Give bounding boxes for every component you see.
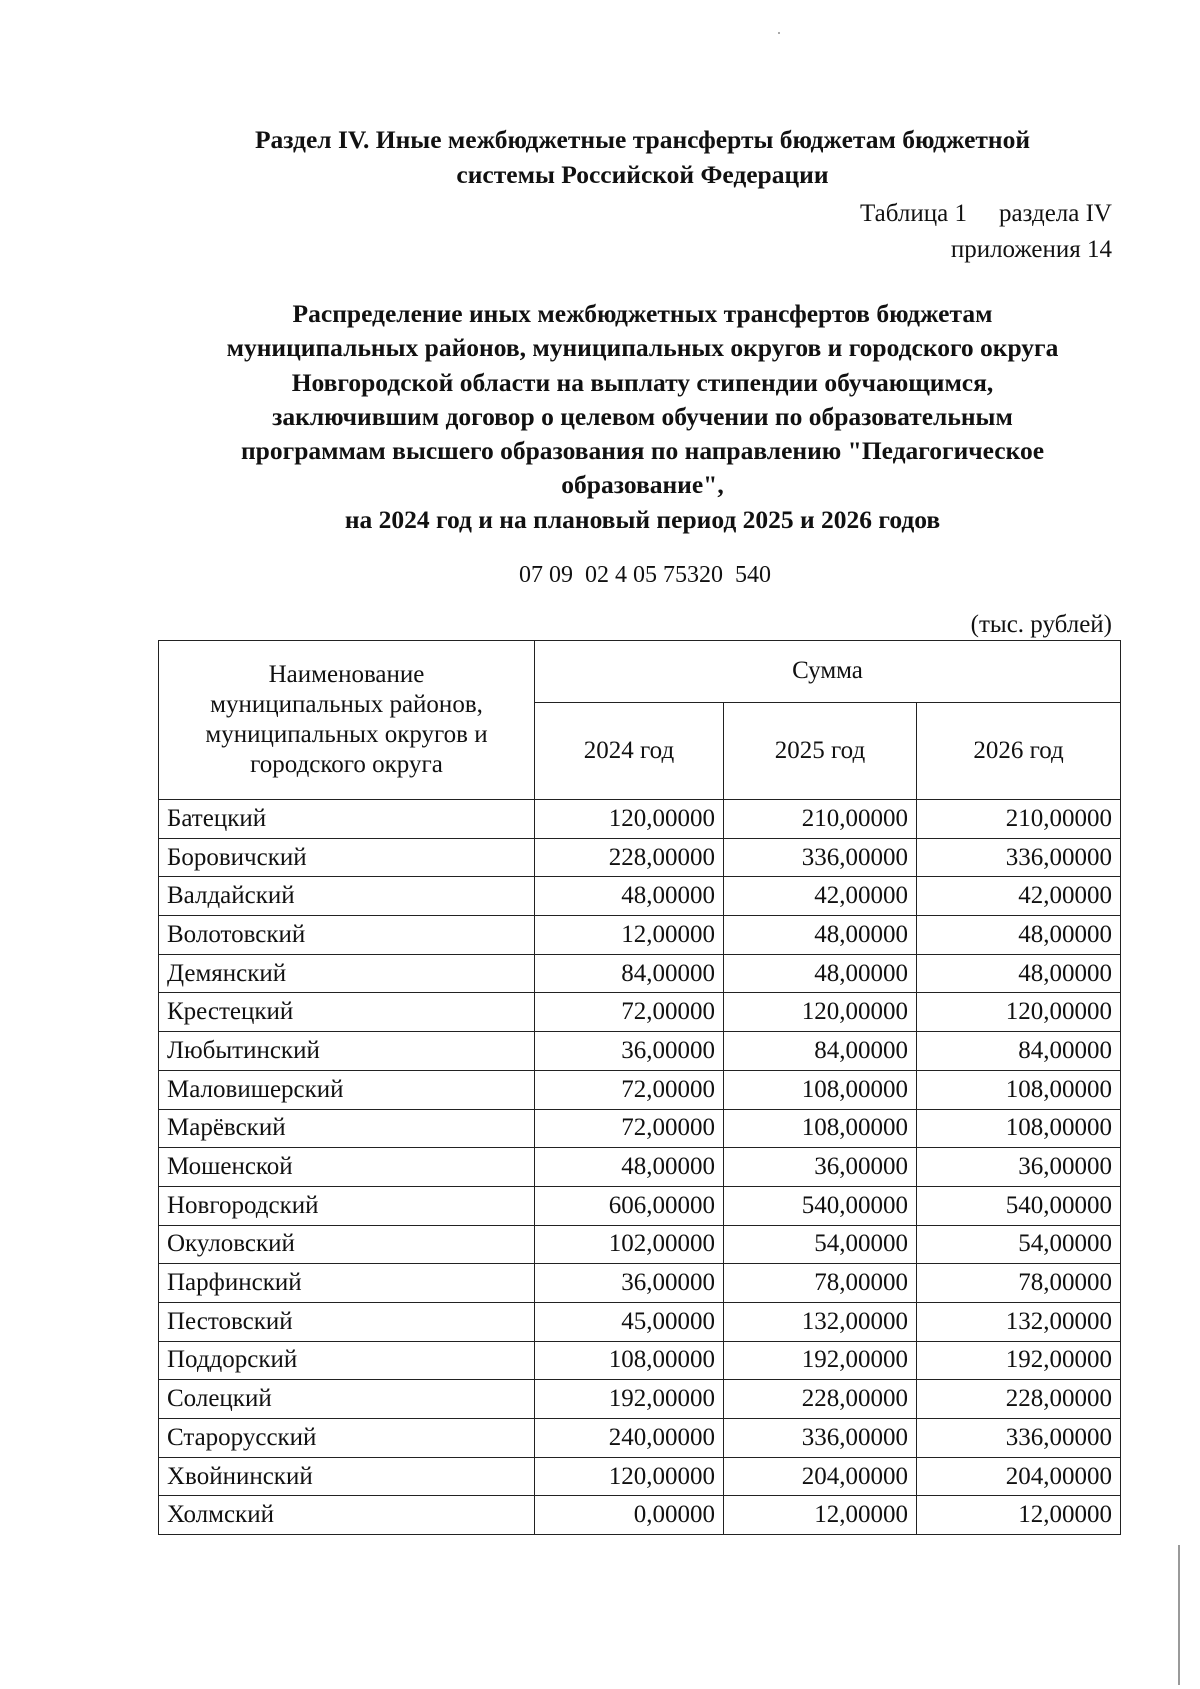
column-header-sum: Сумма	[535, 641, 1121, 703]
cell-amount-2026: 210,00000	[917, 800, 1121, 839]
cell-municipality-name: Старорусский	[159, 1419, 535, 1458]
cell-amount-2024: 48,00000	[535, 1148, 724, 1187]
title-line: образование",	[561, 470, 724, 500]
units-label: (тыс. рублей)	[970, 611, 1112, 638]
column-header-2024: 2024 год	[535, 702, 724, 799]
distribution-title	[150, 297, 1135, 537]
cell-amount-2024: 606,00000	[535, 1186, 724, 1225]
cell-amount-2024: 48,00000	[535, 877, 724, 916]
cell-amount-2026: 228,00000	[917, 1380, 1121, 1419]
cell-municipality-name: Солецкий	[159, 1380, 535, 1419]
cell-municipality-name: Хвойнинский	[159, 1457, 535, 1496]
table-row	[159, 800, 1121, 839]
cell-amount-2026: 108,00000	[917, 1070, 1121, 1109]
cell-amount-2025: 108,00000	[724, 1109, 917, 1148]
cell-amount-2024: 0,00000	[535, 1496, 724, 1535]
cell-amount-2026: 204,00000	[917, 1457, 1121, 1496]
table-row	[159, 1109, 1121, 1148]
column-header-2025: 2025 год	[724, 702, 917, 799]
table-row	[159, 1148, 1121, 1187]
table-row	[159, 877, 1121, 916]
table-row	[159, 1419, 1121, 1458]
header-name-line: муниципальных районов,	[210, 691, 483, 718]
cell-amount-2024: 45,00000	[535, 1302, 724, 1341]
cell-municipality-name: Холмский	[159, 1496, 535, 1535]
cell-amount-2024: 72,00000	[535, 1109, 724, 1148]
cell-amount-2025: 108,00000	[724, 1070, 917, 1109]
title-line: на 2024 год и на плановый период 2025 и 2026 годов	[344, 504, 941, 534]
section-title	[150, 122, 1135, 192]
cell-municipality-name: Пестовский	[159, 1302, 535, 1341]
budget-classification-code: 07 09 02 4 05 75320 540	[519, 562, 771, 588]
cell-municipality-name: Новгородский	[159, 1186, 535, 1225]
cell-municipality-name: Демянский	[159, 954, 535, 993]
cell-municipality-name: Поддорский	[159, 1341, 535, 1380]
cell-municipality-name: Батецкий	[159, 800, 535, 839]
cell-amount-2025: 120,00000	[724, 993, 917, 1032]
cell-amount-2025: 192,00000	[724, 1341, 917, 1380]
title-line: программам высшего образования по направлению "Педагогическое	[240, 436, 1045, 466]
table-row	[159, 1457, 1121, 1496]
cell-amount-2026: 336,00000	[917, 1419, 1121, 1458]
table-body	[159, 800, 1121, 1535]
cell-municipality-name: Маловишерский	[159, 1070, 535, 1109]
cell-amount-2025: 204,00000	[724, 1457, 917, 1496]
table-row	[159, 1302, 1121, 1341]
cell-amount-2026: 12,00000	[917, 1496, 1121, 1535]
cell-municipality-name: Марёвский	[159, 1109, 535, 1148]
cell-municipality-name: Парфинский	[159, 1264, 535, 1303]
cell-municipality-name: Волотовский	[159, 916, 535, 955]
table-row	[159, 916, 1121, 955]
cell-municipality-name: Окуловский	[159, 1225, 535, 1264]
cell-amount-2026: 108,00000	[917, 1109, 1121, 1148]
cell-amount-2026: 336,00000	[917, 838, 1121, 877]
cell-amount-2025: 540,00000	[724, 1186, 917, 1225]
cell-amount-2026: 54,00000	[917, 1225, 1121, 1264]
scan-speck	[778, 32, 780, 34]
cell-amount-2024: 108,00000	[535, 1341, 724, 1380]
cell-amount-2026: 192,00000	[917, 1341, 1121, 1380]
cell-amount-2026: 36,00000	[917, 1148, 1121, 1187]
cell-municipality-name: Любытинский	[159, 1032, 535, 1071]
cell-amount-2024: 72,00000	[535, 993, 724, 1032]
scan-edge-line	[1178, 1545, 1180, 1685]
column-header-2026: 2026 год	[917, 702, 1121, 799]
cell-amount-2026: 540,00000	[917, 1186, 1121, 1225]
table-row	[159, 1032, 1121, 1071]
cell-amount-2025: 12,00000	[724, 1496, 917, 1535]
cell-amount-2026: 48,00000	[917, 916, 1121, 955]
cell-amount-2024: 36,00000	[535, 1032, 724, 1071]
cell-municipality-name: Валдайский	[159, 877, 535, 916]
table-reference	[860, 196, 1112, 268]
cell-amount-2025: 228,00000	[724, 1380, 917, 1419]
title-line: Новгородской области на выплату стипендии обучающимся,	[291, 367, 994, 397]
cell-amount-2025: 36,00000	[724, 1148, 917, 1187]
cell-municipality-name: Мошенской	[159, 1148, 535, 1187]
section-title-line: Раздел IV. Иные межбюджетные трансферты бюджетам бюджетной	[254, 125, 1031, 154]
cell-amount-2026: 48,00000	[917, 954, 1121, 993]
appendix-number: приложения 14	[950, 236, 1112, 263]
cell-amount-2024: 72,00000	[535, 1070, 724, 1109]
cell-amount-2024: 240,00000	[535, 1419, 724, 1458]
title-line: муниципальных районов, муниципальных округов и городского округа	[226, 333, 1059, 363]
cell-amount-2026: 132,00000	[917, 1302, 1121, 1341]
cell-amount-2024: 36,00000	[535, 1264, 724, 1303]
table-row	[159, 954, 1121, 993]
cell-amount-2025: 84,00000	[724, 1032, 917, 1071]
title-line: заключившим договор о целевом обучении по образовательным	[272, 401, 1013, 431]
table-row	[159, 1070, 1121, 1109]
header-name-line: муниципальных округов и	[205, 721, 488, 748]
cell-amount-2025: 48,00000	[724, 954, 917, 993]
cell-amount-2024: 102,00000	[535, 1225, 724, 1264]
cell-amount-2024: 12,00000	[535, 916, 724, 955]
cell-amount-2024: 84,00000	[535, 954, 724, 993]
section-number: раздела IV	[998, 200, 1112, 227]
header-name-line: городского округа	[250, 751, 443, 778]
table-row	[159, 1496, 1121, 1535]
title-line: Распределение иных межбюджетных трансфертов бюджетам	[292, 299, 993, 328]
cell-amount-2024: 120,00000	[535, 800, 724, 839]
cell-amount-2025: 336,00000	[724, 1419, 917, 1458]
table-row	[159, 1341, 1121, 1380]
cell-municipality-name: Боровичский	[159, 838, 535, 877]
cell-amount-2025: 210,00000	[724, 800, 917, 839]
table-number: Таблица 1	[860, 200, 967, 227]
cell-amount-2025: 48,00000	[724, 916, 917, 955]
cell-amount-2024: 192,00000	[535, 1380, 724, 1419]
table-row	[159, 1264, 1121, 1303]
cell-amount-2026: 120,00000	[917, 993, 1121, 1032]
cell-amount-2025: 336,00000	[724, 838, 917, 877]
table-row	[159, 993, 1121, 1032]
cell-amount-2026: 84,00000	[917, 1032, 1121, 1071]
cell-amount-2025: 54,00000	[724, 1225, 917, 1264]
header-name-line: Наименование	[268, 661, 425, 688]
cell-amount-2024: 120,00000	[535, 1457, 724, 1496]
table-row	[159, 838, 1121, 877]
column-header-name	[159, 641, 535, 800]
table-row	[159, 1225, 1121, 1264]
cell-amount-2025: 132,00000	[724, 1302, 917, 1341]
cell-amount-2026: 78,00000	[917, 1264, 1121, 1303]
cell-amount-2024: 228,00000	[535, 838, 724, 877]
cell-amount-2025: 78,00000	[724, 1264, 917, 1303]
transfers-table	[158, 640, 1121, 1535]
table-header-row	[159, 641, 1121, 703]
section-title-line: системы Российской Федерации	[456, 160, 829, 189]
table-row	[159, 1380, 1121, 1419]
cell-municipality-name: Крестецкий	[159, 993, 535, 1032]
cell-amount-2025: 42,00000	[724, 877, 917, 916]
table-row	[159, 1186, 1121, 1225]
cell-amount-2026: 42,00000	[917, 877, 1121, 916]
